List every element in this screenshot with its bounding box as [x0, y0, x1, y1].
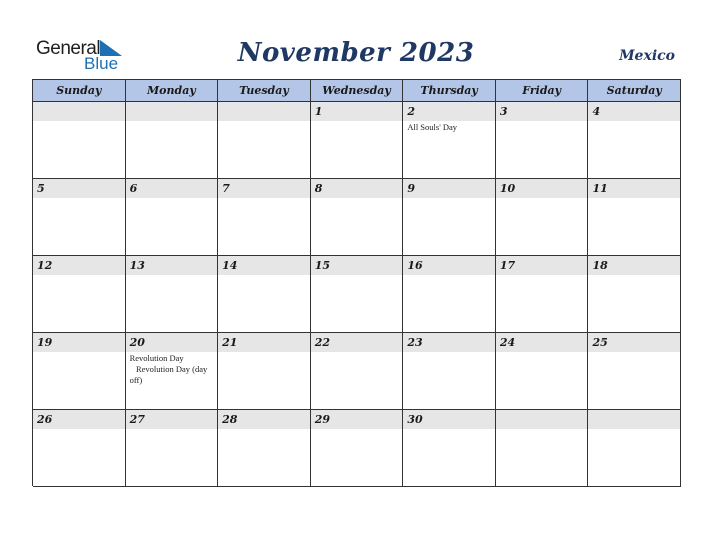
day-number: 23: [407, 336, 423, 349]
day-number: 30: [407, 413, 423, 426]
day-cell[interactable]: [33, 179, 126, 256]
day-cell[interactable]: [218, 333, 311, 410]
day-number: 16: [407, 259, 423, 272]
day-cell[interactable]: [496, 410, 589, 487]
day-cell[interactable]: [218, 256, 311, 333]
day-cell[interactable]: [403, 102, 496, 179]
day-number: 29: [314, 413, 331, 426]
day-cell[interactable]: [588, 333, 681, 410]
logo-word-blue: Blue: [84, 54, 119, 73]
week-row: [33, 256, 681, 333]
day-number-band: [588, 102, 680, 121]
day-cell[interactable]: [403, 410, 496, 487]
day-cell[interactable]: [311, 256, 404, 333]
day-cell[interactable]: [311, 333, 404, 410]
weekday-header-sunday: Sunday: [33, 80, 126, 102]
day-number: 19: [37, 336, 53, 349]
day-number-band: [33, 179, 125, 198]
day-number: 14: [222, 259, 238, 272]
day-number: 20: [129, 336, 145, 349]
day-number-band: [218, 102, 310, 121]
day-number-band: [33, 102, 125, 121]
day-number: 6: [129, 182, 138, 195]
day-number-band: [311, 102, 403, 121]
weekday-header-tuesday: Tuesday: [218, 80, 311, 102]
calendar-grid: [32, 79, 681, 486]
day-number-band: [218, 179, 310, 198]
day-number: 10: [499, 182, 516, 195]
day-number-band: [126, 179, 218, 198]
day-number-band: [311, 179, 403, 198]
day-number: 18: [592, 259, 608, 272]
day-cell[interactable]: [126, 410, 219, 487]
day-number: 3: [499, 105, 508, 118]
day-number: 25: [592, 336, 608, 349]
holiday-event: Revolution Day (day off): [129, 364, 210, 385]
day-cell[interactable]: [311, 410, 404, 487]
day-cell[interactable]: [126, 256, 219, 333]
day-number: 9: [407, 182, 415, 195]
day-cell[interactable]: [496, 102, 589, 179]
day-cell[interactable]: [218, 410, 311, 487]
day-cell[interactable]: [588, 102, 681, 179]
holiday-event: Revolution Day: [129, 353, 184, 363]
page-title: November 2023: [237, 38, 475, 68]
day-number: 26: [37, 413, 53, 426]
day-number: 28: [222, 413, 238, 426]
day-number: 11: [592, 182, 608, 195]
day-cell[interactable]: [403, 256, 496, 333]
day-cell[interactable]: [311, 179, 404, 256]
day-cell[interactable]: [33, 256, 126, 333]
day-number: 1: [314, 105, 323, 118]
day-number: 8: [314, 182, 323, 195]
day-number: 22: [314, 336, 331, 349]
day-number: 4: [592, 105, 601, 118]
weekday-header-row: [33, 80, 681, 102]
weekday-header-friday: Friday: [496, 80, 589, 102]
day-cell[interactable]: [218, 179, 311, 256]
day-number-band: [126, 102, 218, 121]
day-number: 17: [499, 259, 516, 272]
day-number: 27: [129, 413, 145, 426]
day-number: 12: [37, 259, 53, 272]
day-cell[interactable]: [33, 333, 126, 410]
day-cell[interactable]: [403, 333, 496, 410]
day-number: 24: [499, 336, 516, 349]
day-number: 5: [37, 182, 45, 195]
day-number-band: [403, 102, 495, 121]
day-cell[interactable]: [588, 410, 681, 487]
weekday-header-wednesday: Wednesday: [311, 80, 404, 102]
logo-word-general: General: [36, 38, 101, 59]
day-cell[interactable]: [588, 179, 681, 256]
day-number: 7: [222, 182, 230, 195]
day-number: 21: [222, 336, 238, 349]
day-number-band: [496, 102, 588, 121]
event-list: [407, 122, 493, 133]
holiday-event: All Souls' Day: [407, 122, 458, 132]
week-row: [33, 410, 681, 487]
event-list: [130, 353, 216, 386]
day-number-band: [496, 410, 588, 429]
day-cell[interactable]: [311, 102, 404, 179]
week-row: [33, 179, 681, 256]
week-row: [33, 102, 681, 179]
week-row: [33, 333, 681, 410]
day-number: 2: [407, 105, 415, 118]
country-label: Mexico: [619, 48, 675, 64]
day-cell[interactable]: [126, 333, 219, 410]
weekday-header-thursday: Thursday: [403, 80, 496, 102]
day-cell[interactable]: [496, 333, 589, 410]
weekday-header-saturday: Saturday: [588, 80, 681, 102]
day-cell[interactable]: [496, 179, 589, 256]
weekday-header-monday: Monday: [126, 80, 219, 102]
day-number-band: [403, 179, 495, 198]
day-cell[interactable]: [33, 410, 126, 487]
day-number: 13: [129, 259, 145, 272]
day-cell[interactable]: [403, 179, 496, 256]
day-number-band: [588, 410, 680, 429]
day-cell[interactable]: [33, 102, 126, 179]
day-cell[interactable]: [126, 102, 219, 179]
day-number: 15: [314, 259, 331, 272]
day-cell[interactable]: [218, 102, 311, 179]
day-cell[interactable]: [126, 179, 219, 256]
day-cell[interactable]: [588, 256, 681, 333]
day-cell[interactable]: [496, 256, 589, 333]
